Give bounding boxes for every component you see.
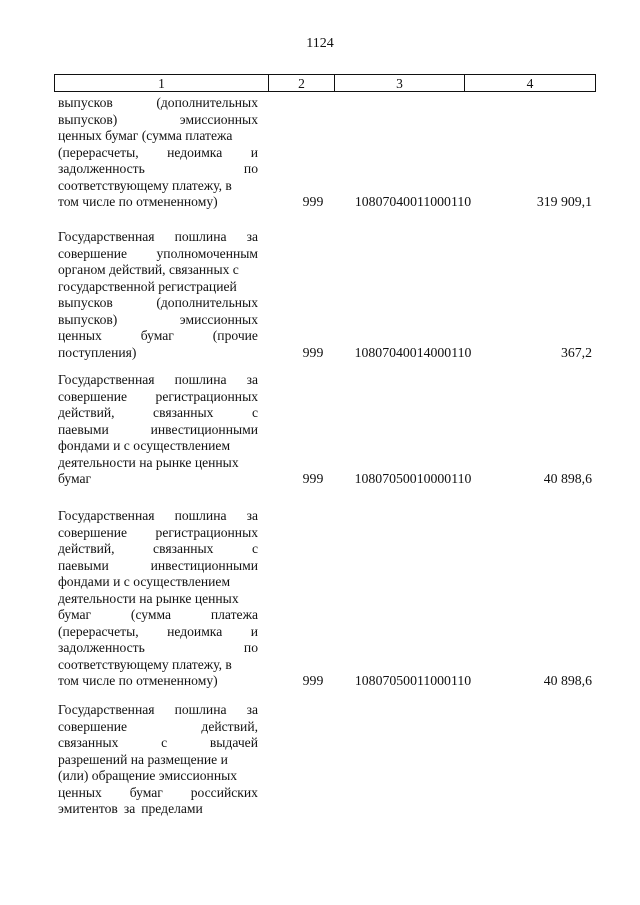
row-kbk-code: 10807050010000110 (354, 471, 472, 486)
description-word: выпусков) (58, 111, 118, 127)
description-line (58, 438, 258, 455)
description-word: соответствующему платежу, в (58, 656, 232, 672)
description-line (58, 508, 258, 525)
description-line (58, 702, 258, 719)
description-word: уполномоченным (156, 245, 258, 261)
description-word: регистрационных (155, 524, 258, 540)
description-word: (прочие (212, 328, 258, 343)
description-word: бумаг (58, 607, 92, 622)
row-description (58, 508, 258, 690)
description-line (58, 262, 258, 279)
description-line (58, 128, 258, 145)
description-word: совершение (58, 524, 128, 540)
description-word: пошлина (174, 702, 227, 717)
description-word: с (161, 735, 168, 750)
description-word: Государственная (58, 229, 155, 244)
description-word: регистрационных (155, 388, 258, 404)
description-word: действий, (58, 541, 115, 556)
column-header-3: 3 (335, 75, 465, 91)
table-row (58, 372, 596, 488)
description-word: пошлина (174, 372, 227, 387)
description-word: эмиссионных (179, 111, 258, 127)
description-word: выдачей (209, 735, 258, 750)
description-line (58, 768, 258, 785)
row-code: 999 (302, 344, 324, 360)
table-row (58, 95, 596, 211)
row-code: 999 (302, 194, 324, 209)
description-word: связанных (58, 735, 119, 750)
description-word: поступления) (58, 344, 137, 360)
description-word: паевыми (58, 421, 109, 437)
row-code: 999 (302, 673, 324, 688)
description-word: эмиссионных (179, 311, 258, 327)
description-line (58, 752, 258, 769)
table-row (58, 702, 596, 818)
description-word: пошлина (174, 229, 227, 244)
description-line (58, 178, 258, 195)
description-line (58, 591, 258, 608)
description-word: бумаг (140, 328, 174, 343)
description-word: за (246, 229, 258, 244)
description-line (58, 328, 258, 345)
row-kbk-code: 10807050011000110 (354, 673, 472, 688)
description-word: с (251, 541, 258, 556)
description-word: эмитентов (58, 801, 118, 816)
row-description (58, 229, 258, 361)
description-line (58, 455, 258, 472)
row-code: 999 (302, 471, 324, 486)
table-row (58, 229, 596, 361)
description-word: разрешений на размещение и (58, 751, 228, 767)
column-header-4: 4 (526, 76, 534, 91)
description-word: инвестиционными (150, 557, 258, 573)
description-word: связанных (153, 405, 214, 420)
description-line (58, 525, 258, 542)
description-line (58, 372, 258, 389)
description-line (58, 657, 258, 674)
description-word: пошлина (174, 508, 227, 523)
description-word: (дополнительных (156, 95, 258, 110)
description-word: государственной регистрацией (58, 278, 237, 294)
description-line (58, 624, 258, 641)
description-word: за (246, 702, 258, 717)
description-line (58, 471, 258, 488)
description-word: бумаг (129, 784, 163, 800)
description-line (58, 345, 258, 362)
description-word: платежа (210, 607, 258, 622)
description-line (58, 145, 258, 162)
description-word: российских (190, 784, 258, 800)
description-line (58, 801, 258, 818)
description-line (58, 246, 258, 263)
description-line (58, 312, 258, 329)
row-amount: 40 898,6 (543, 471, 592, 486)
description-word: совершение (58, 388, 128, 404)
description-word: пределами (141, 801, 203, 816)
description-line (58, 422, 258, 439)
description-word: действий, (201, 718, 258, 734)
description-word: (или) обращение эмиссионных (58, 768, 238, 783)
row-amount: 367,2 (560, 344, 592, 360)
row-description (58, 95, 258, 211)
description-line (58, 279, 258, 296)
description-word: ценных (58, 784, 102, 800)
description-word: недоимка (167, 623, 223, 639)
table-header (54, 74, 596, 92)
description-word: за (246, 508, 258, 523)
description-word: выпусков (58, 95, 113, 110)
description-word: (дополнительных (156, 295, 258, 310)
description-word: действий, (58, 405, 115, 420)
description-word: и (250, 623, 258, 639)
description-word: задолженность (58, 640, 145, 655)
description-line (58, 640, 258, 657)
table-row (58, 508, 596, 690)
description-word: деятельности на рынке ценных (58, 454, 239, 470)
description-word: (перерасчеты, (58, 623, 139, 639)
description-word: связанных (153, 541, 214, 556)
description-word: (перерасчеты, (58, 144, 139, 160)
description-line (58, 229, 258, 246)
description-line (58, 405, 258, 422)
description-word: по (243, 161, 258, 176)
description-word: за (246, 372, 258, 387)
description-word: совершение (58, 245, 128, 261)
description-line (58, 574, 258, 591)
description-word: Государственная (58, 372, 155, 387)
description-word: органом действий, связанных с (58, 262, 239, 277)
description-word: выпусков (58, 295, 113, 310)
row-kbk-code: 10807040014000110 (354, 344, 472, 360)
description-line (58, 95, 258, 112)
description-word: недоимка (167, 144, 223, 160)
row-amount: 40 898,6 (543, 673, 592, 688)
description-word: паевыми (58, 557, 109, 573)
row-description (58, 372, 258, 488)
description-line (58, 541, 258, 558)
description-word: за (123, 801, 136, 816)
description-line (58, 785, 258, 802)
description-word: ценных (58, 328, 102, 343)
description-word: соответствующему платежу, в (58, 177, 232, 193)
description-line (58, 295, 258, 312)
row-amount: 319 909,1 (536, 194, 592, 209)
description-word: Государственная (58, 508, 155, 523)
description-line (58, 194, 258, 211)
description-line (58, 719, 258, 736)
description-word: бумаг (58, 471, 92, 486)
description-word: фондами и с осуществлением (58, 438, 231, 453)
row-kbk-code: 10807040011000110 (354, 194, 472, 209)
description-line (58, 389, 258, 406)
description-word: выпусков) (58, 311, 118, 327)
description-line (58, 735, 258, 752)
description-word: Государственная (58, 702, 155, 717)
row-description (58, 702, 258, 818)
description-line (58, 161, 258, 178)
description-line (58, 558, 258, 575)
description-word: ценных бумаг (сумма платежа (58, 128, 233, 143)
description-word: инвестиционными (150, 421, 258, 437)
description-line (58, 673, 258, 690)
description-word: по (243, 640, 258, 655)
description-word: (сумма (130, 607, 172, 622)
column-header-1: 1 (55, 75, 269, 91)
description-word: том числе по отмененному) (58, 194, 218, 209)
description-line (58, 607, 258, 624)
description-word: и (250, 144, 258, 160)
description-word: деятельности на рынке ценных (58, 590, 239, 606)
description-word: фондами и с осуществлением (58, 574, 231, 589)
page-number: 1124 (306, 36, 334, 51)
description-word: задолженность (58, 161, 145, 176)
description-word: совершение (58, 718, 128, 734)
column-header-2: 2 (269, 75, 335, 91)
description-word: с (251, 405, 258, 420)
description-line (58, 112, 258, 129)
description-word: том числе по отмененному) (58, 673, 218, 688)
